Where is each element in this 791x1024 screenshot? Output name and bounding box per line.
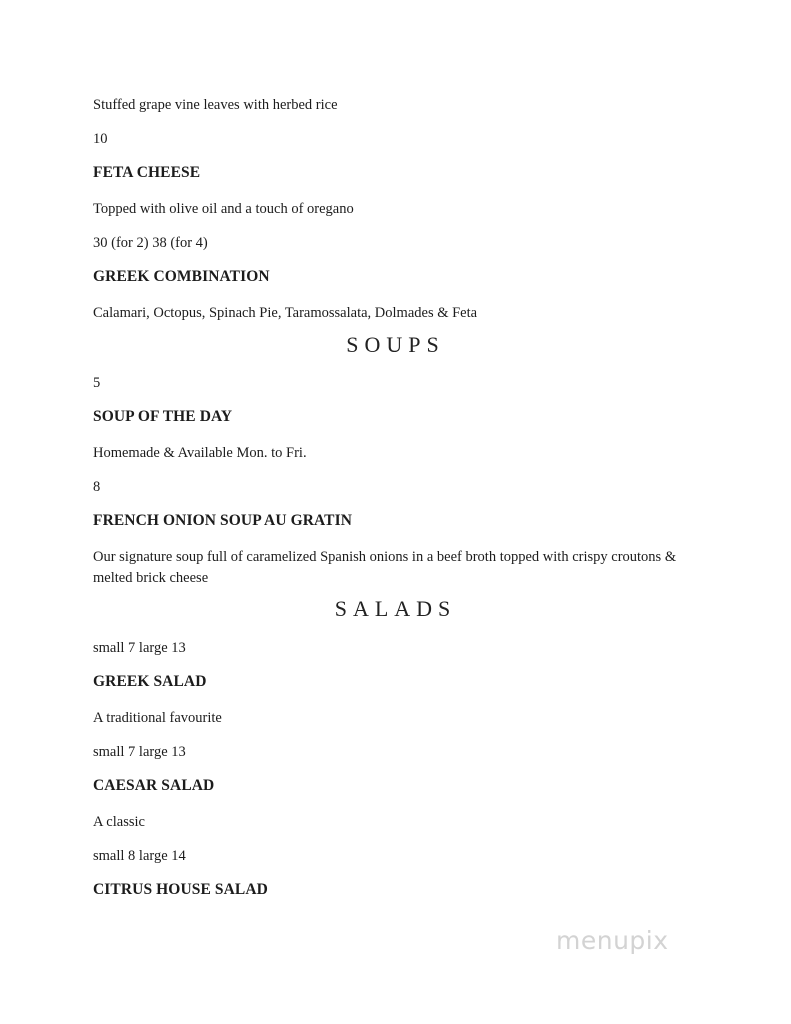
- french-onion-heading: FRENCH ONION SOUP AU GRATIN: [93, 512, 353, 529]
- caesar-salad-description: A classic: [93, 814, 145, 830]
- feta-description: Topped with olive oil and a touch of oregano: [93, 201, 354, 217]
- feta-price: 10: [93, 131, 108, 147]
- caesar-salad-heading: CAESAR SALAD: [93, 777, 215, 794]
- citrus-house-salad-heading: CITRUS HOUSE SALAD: [93, 881, 268, 898]
- citrus-house-salad-price: small 8 large 14: [93, 848, 186, 864]
- greek-combination-price: 30 (for 2) 38 (for 4): [93, 235, 208, 251]
- dolmades-description: Stuffed grape vine leaves with herbed rice: [93, 97, 338, 113]
- greek-salad-heading: GREEK SALAD: [93, 673, 207, 690]
- greek-salad-price: small 7 large 13: [93, 640, 186, 656]
- soups-section-title: SOUPS: [346, 332, 445, 357]
- french-onion-description: Our signature soup full of caramelized Spanish onions in a beef broth topped with crispy croutons & melted brick cheese: [93, 549, 677, 586]
- greek-salad-description: A traditional favourite: [93, 710, 222, 726]
- french-onion-price: 8: [93, 479, 101, 495]
- soup-of-the-day-price: 5: [93, 375, 101, 391]
- caesar-salad-price: small 7 large 13: [93, 744, 186, 760]
- soup-of-the-day-description: Homemade & Available Mon. to Fri.: [93, 445, 307, 461]
- greek-combination-heading: GREEK COMBINATION: [93, 268, 270, 285]
- menupix-watermark: menupix: [556, 926, 669, 955]
- salads-section-title: SALADS: [334, 596, 457, 621]
- feta-cheese-heading: FETA CHEESE: [93, 164, 201, 181]
- soup-of-the-day-heading: SOUP OF THE DAY: [93, 408, 233, 425]
- greek-combination-description: Calamari, Octopus, Spinach Pie, Taramossalata, Dolmades & Feta: [93, 305, 478, 321]
